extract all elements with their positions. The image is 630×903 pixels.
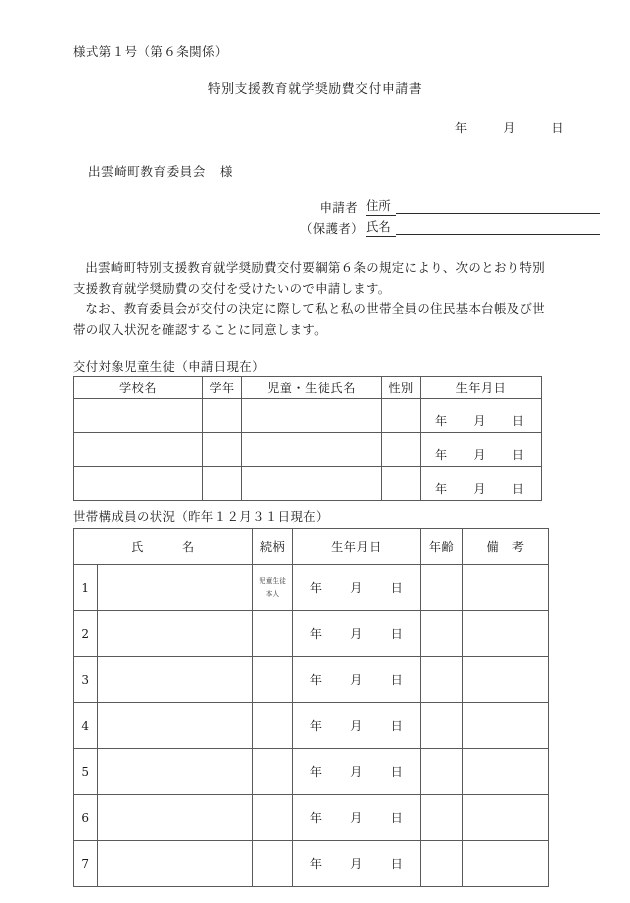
- cell-row-number: 6: [74, 795, 98, 841]
- cell-remarks[interactable]: [463, 749, 549, 795]
- table-row: [74, 795, 549, 841]
- birth-day-label: 日: [390, 719, 404, 733]
- cell-row-number: 3: [74, 657, 98, 703]
- cell-age[interactable]: [421, 565, 463, 611]
- birth-year-label: 年: [309, 811, 323, 825]
- cell-birthdate[interactable]: [293, 795, 421, 841]
- cell-remarks[interactable]: [463, 703, 549, 749]
- cell-remarks[interactable]: [463, 657, 549, 703]
- date-month-label: 月: [503, 121, 516, 135]
- date-day-label: 日: [551, 121, 564, 135]
- cell-relation[interactable]: [253, 795, 293, 841]
- birth-day-label: 日: [511, 482, 525, 496]
- cell-member-name[interactable]: [98, 565, 253, 611]
- header-birthdate: 生年月日: [421, 377, 542, 399]
- applicant-name-label: 氏名: [366, 217, 396, 237]
- cell-school-name[interactable]: [74, 433, 203, 467]
- birth-month-label: 月: [350, 811, 363, 825]
- header-member-name: 氏 名: [74, 529, 253, 565]
- birth-day-label: 日: [511, 414, 525, 428]
- relation-line-1: 児童生徒: [258, 576, 287, 585]
- cell-age[interactable]: [421, 611, 463, 657]
- cell-birthdate[interactable]: [293, 749, 421, 795]
- cell-relation[interactable]: [253, 703, 293, 749]
- birth-year-label: 年: [435, 448, 448, 462]
- birth-year-label: 年: [309, 719, 323, 733]
- header-remarks: 備 考: [463, 529, 549, 565]
- cell-birthdate[interactable]: [293, 565, 421, 611]
- cell-remarks[interactable]: [463, 841, 549, 887]
- cell-age[interactable]: [421, 749, 463, 795]
- birth-year-label: 年: [435, 414, 448, 428]
- birth-day-label: 日: [511, 448, 525, 462]
- cell-age[interactable]: [421, 841, 463, 887]
- cell-row-number: 2: [74, 611, 98, 657]
- cell-school-name[interactable]: [74, 399, 203, 433]
- cell-relation[interactable]: [253, 611, 293, 657]
- cell-relation[interactable]: [253, 841, 293, 887]
- cell-birthdate[interactable]: [293, 841, 421, 887]
- table-row: [74, 657, 549, 703]
- cell-birthdate[interactable]: [421, 433, 542, 467]
- birth-month-label: 月: [350, 765, 363, 779]
- addressee-honorific: 様: [219, 164, 233, 179]
- birth-month-label: 月: [473, 414, 486, 428]
- table-header-row: [74, 529, 549, 565]
- cell-gender[interactable]: [382, 467, 421, 501]
- cell-school-name[interactable]: [74, 467, 203, 501]
- birth-month-label: 月: [350, 857, 363, 871]
- birth-month-label: 月: [350, 627, 363, 641]
- document-date-line: [455, 119, 564, 136]
- header-grade: 学年: [203, 377, 242, 399]
- birth-year-label: 年: [309, 857, 323, 871]
- cell-gender[interactable]: [382, 433, 421, 467]
- cell-remarks[interactable]: [463, 611, 549, 657]
- birth-year-label: 年: [309, 581, 323, 595]
- cell-age[interactable]: [421, 795, 463, 841]
- birth-day-label: 日: [390, 581, 404, 595]
- birth-day-label: 日: [390, 673, 404, 687]
- date-year-label: 年: [455, 121, 468, 135]
- birth-day-label: 日: [390, 857, 404, 871]
- body-text: [73, 258, 545, 340]
- birth-month-label: 月: [473, 448, 486, 462]
- household-table: [73, 528, 549, 887]
- cell-relation[interactable]: [253, 565, 293, 611]
- table-row: [74, 433, 542, 467]
- table-row: [74, 703, 549, 749]
- birth-year-label: 年: [435, 482, 448, 496]
- header-school-name: 学校名: [74, 377, 203, 399]
- relation-line-2: 本人: [265, 589, 280, 598]
- recipients-table: [73, 376, 542, 501]
- cell-birthdate[interactable]: [293, 703, 421, 749]
- cell-member-name[interactable]: [98, 611, 253, 657]
- cell-member-name[interactable]: [98, 795, 253, 841]
- document-title: 特別支援教育就学奨励費交付申請書: [207, 82, 423, 97]
- cell-age[interactable]: [421, 657, 463, 703]
- cell-birthdate[interactable]: [421, 467, 542, 501]
- cell-relation[interactable]: [253, 657, 293, 703]
- applicant-guardian-label: （保護者）: [300, 221, 364, 236]
- header-relation: 続柄: [253, 529, 293, 565]
- birth-month-label: 月: [350, 719, 363, 733]
- birth-year-label: 年: [309, 627, 323, 641]
- birth-year-label: 年: [309, 673, 323, 687]
- cell-remarks[interactable]: [463, 795, 549, 841]
- cell-birthdate[interactable]: [293, 611, 421, 657]
- cell-member-name[interactable]: [98, 657, 253, 703]
- addressee-name: 出雲崎町教育委員会: [88, 164, 206, 179]
- cell-member-name[interactable]: [98, 749, 253, 795]
- table-row: [74, 749, 549, 795]
- cell-row-number: 7: [74, 841, 98, 887]
- table-row: [74, 565, 549, 611]
- cell-relation[interactable]: [253, 749, 293, 795]
- applicant-address-input[interactable]: [396, 212, 600, 214]
- cell-birthdate[interactable]: [293, 657, 421, 703]
- table-row: [74, 611, 549, 657]
- cell-grade[interactable]: [203, 399, 242, 433]
- household-table-caption: 世帯構成員の状況（昨年１２月３１日現在）: [73, 509, 329, 524]
- header-birthdate: 生年月日: [293, 529, 421, 565]
- cell-student-name[interactable]: [242, 467, 382, 501]
- birth-month-label: 月: [350, 673, 363, 687]
- birth-day-label: 日: [390, 811, 404, 825]
- addressee: [88, 161, 233, 180]
- cell-grade[interactable]: [203, 467, 242, 501]
- cell-student-name[interactable]: [242, 399, 382, 433]
- header-age: 年齢: [421, 529, 463, 565]
- table-row: [74, 399, 542, 433]
- form-number: 様式第１号（第６条関係）: [73, 44, 228, 59]
- cell-remarks[interactable]: [463, 565, 549, 611]
- header-gender: 性別: [382, 377, 421, 399]
- applicant-name-row: [300, 216, 600, 237]
- cell-grade[interactable]: [203, 433, 242, 467]
- cell-row-number: 5: [74, 749, 98, 795]
- birth-day-label: 日: [390, 765, 404, 779]
- recipients-table-caption: 交付対象児童生徒（申請日現在）: [73, 359, 265, 374]
- birth-day-label: 日: [390, 627, 404, 641]
- birth-month-label: 月: [350, 581, 363, 595]
- cell-row-number: 4: [74, 703, 98, 749]
- cell-age[interactable]: [421, 703, 463, 749]
- cell-student-name[interactable]: [242, 433, 382, 467]
- applicant-address-row: [300, 195, 600, 216]
- applicant-lead-label: 申請者: [319, 200, 358, 215]
- body-paragraph-1: 出雲崎町特別支援教育就学奨励費交付要綱第６条の規定により、次のとおり特別支援教育就学奨励費の交付を受けたいので申請します。: [73, 260, 545, 296]
- table-header-row: [74, 377, 542, 399]
- cell-row-number: 1: [74, 565, 98, 611]
- cell-member-name[interactable]: [98, 703, 253, 749]
- table-row: [74, 841, 549, 887]
- birth-year-label: 年: [309, 765, 323, 779]
- table-row: [74, 467, 542, 501]
- cell-member-name[interactable]: [98, 841, 253, 887]
- applicant-block: [300, 195, 600, 237]
- cell-gender[interactable]: [382, 399, 421, 433]
- birth-month-label: 月: [473, 482, 486, 496]
- applicant-name-input[interactable]: [396, 233, 600, 235]
- applicant-address-label: 住所: [366, 196, 396, 216]
- body-paragraph-2: なお、教育委員会が交付の決定に際して私と私の世帯全員の住民基本台帳及び世帯の収入状況を確認することに同意します。: [73, 301, 545, 337]
- header-student-name: 児童・生徒氏名: [242, 377, 382, 399]
- cell-birthdate[interactable]: [421, 399, 542, 433]
